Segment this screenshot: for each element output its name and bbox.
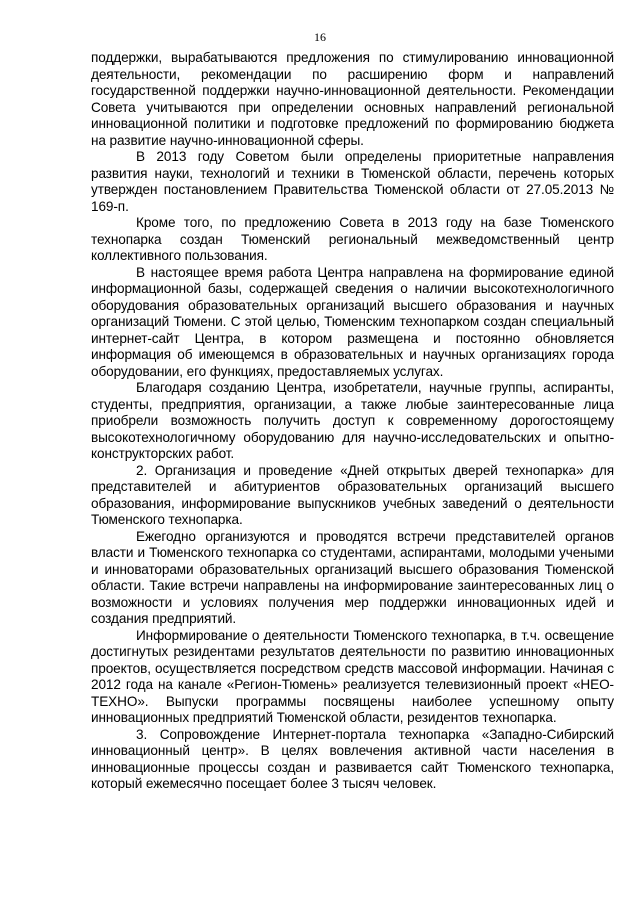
page-number: 16: [314, 30, 326, 44]
paragraph-priority-directions: В 2013 году Советом были определены приоритетные направления развития науки, технологий и техники в Тюменской области, перечень которых утвержден постановлением Правительства Тюменской области от 27.05.2013 № 169-п.: [91, 149, 614, 214]
paragraph-open-days: 2. Организация и проведение «Дней открытых дверей технопарка» для представителей и абитуриентов образовательных организаций высшего образования, информирование выпускников учебных заведений о деятельности Тюменского технопарка.: [91, 462, 614, 527]
paragraph-center-database: В настоящее время работа Центра направлена на формирование единой информационной базы, содержащей сведения о наличии высокотехнологичного оборудования образовательных организаций высшего образования и научных организаций Тюмени. С этой целью, Тюменским технопарком создан специальный интернет-сайт Центра, в котором размещена и постоянно обновляется информация об имеющемся в образовательных и научных организациях города оборудовании, его функциях, предоставляемых услугах.: [91, 264, 614, 379]
document-body: [91, 50, 614, 793]
paragraph-council-proposals: поддержки, вырабатываются предложения по стимулированию инновационной деятельности, рекомендации по расширению форм и направлений государственной поддержки научно-инновационной деятельности. Рекомендации Совета учитываются при определении основных направлений региональной инновационной политики и подготовке предложений по формированию бюджета на развитие научно-инновационной сферы.: [91, 50, 614, 148]
paragraph-equipment-access: Благодаря созданию Центра, изобретатели, научные группы, аспиранты, студенты, предприятия, организации, а также любые заинтересованные лица приобрели возможность получить доступ к современному дорогостоящему высокотехнологичному оборудованию для научно-исследовательских и опытно-конструкторских работ.: [91, 380, 614, 461]
paragraph-shared-use-center: Кроме того, по предложению Совета в 2013 году на базе Тюменского технопарка создан Тюменский региональный межведомственный центр коллективного пользования.: [91, 215, 614, 263]
paragraph-internet-portal: 3. Сопровождение Интернет-портала технопарка «Западно-Сибирский инновационный центр». В целях вовлечения активной части населения в инновационные процессы создан и развивается сайт Тюменского технопарка, который ежемесячно посещает более 3 тысяч человек.: [91, 726, 614, 791]
paragraph-media-coverage: Информирование о деятельности Тюменского технопарка, в т.ч. освещение достигнутых резидентами результатов деятельности по развитию инновационных проектов, осуществляется посредством средств массовой информации. Начиная с 2012 года на канале «Регион-Тюмень» реализуется телевизионный проект «НЕО-ТЕХНО». Выпуски программы посвящены наиболее успешному опыту инновационных предприятий Тюменской области, резидентов технопарка.: [91, 627, 614, 725]
paragraph-student-meetings: Ежегодно организуются и проводятся встречи представителей органов власти и Тюменского технопарка со студентами, аспирантами, молодыми учеными и инноваторами образовательных организаций высшего образования Тюменской области. Такие встречи направлены на информирование заинтересованных лиц о возможности и условиях получения мер поддержки инновационных идей и создания предприятий.: [91, 528, 614, 626]
